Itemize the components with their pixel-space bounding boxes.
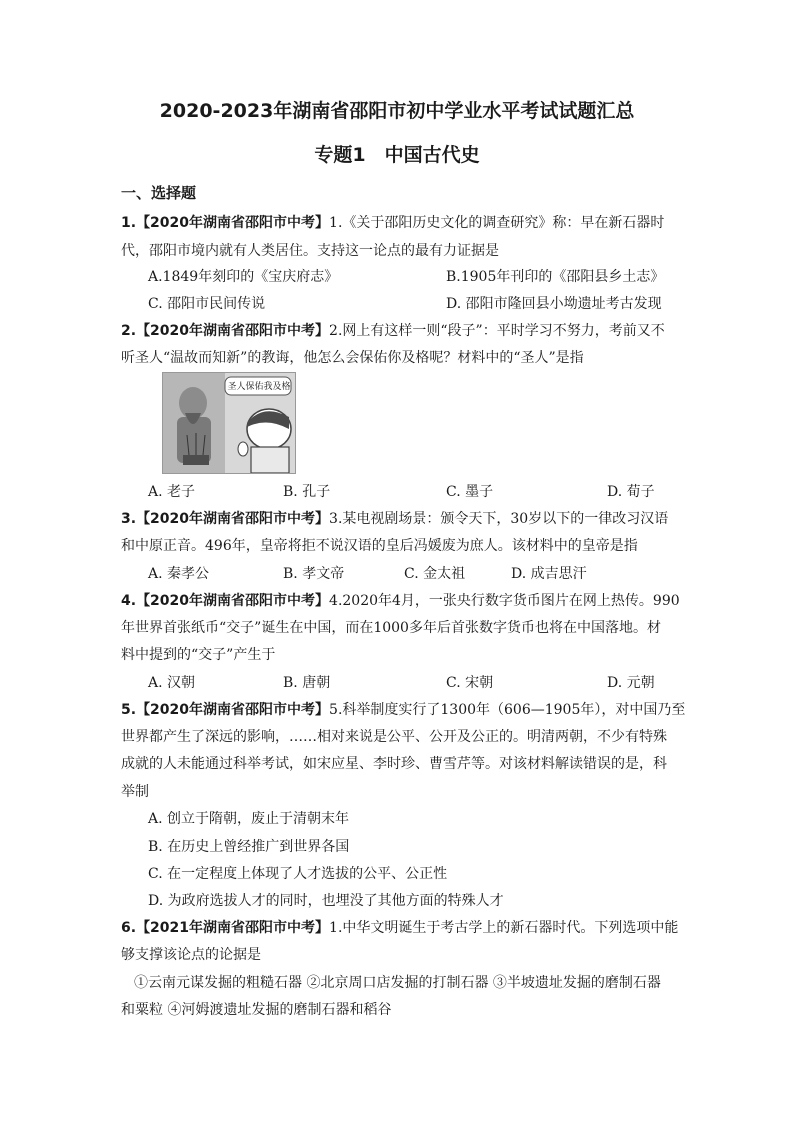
section-heading: 一、选择题 xyxy=(121,184,197,202)
question-3-line-2: 和中原正音。496年，皇帝将拒不说汉语的皇后冯媛废为庶人。该材料中的皇帝是指 xyxy=(121,538,638,554)
question-5-number: 5. xyxy=(121,702,137,718)
question-3-text: 3.某电视剧场景：颁令天下，30岁以下的一律改习汉语 xyxy=(329,511,669,527)
question-5-line-3: 成就的人未能通过科举考试，如宋应星、李时珍、曹雪芹等。对该材料解读错误的是，科 xyxy=(121,756,667,772)
question-4-line-2: 年世界首张纸币“交子”诞生在中国，而在1000多年后首张数字货币也将在中国落地。材 xyxy=(121,620,661,636)
question-4-option-c: C. 宋朝 xyxy=(446,675,494,691)
question-6-line-3: ①云南元谋发掘的粗糙石器 ②北京周口店发掘的打制石器 ③半坡遗址发掘的磨制石器 xyxy=(134,975,661,991)
cartoon-speech-bubble: 圣人保佑我及格 xyxy=(227,382,291,392)
question-6-line-2: 够支撑该论点的论据是 xyxy=(121,947,261,963)
question-4-option-d: D. 元朝 xyxy=(607,675,655,691)
confucius-cartoon-image xyxy=(162,372,296,474)
question-3-option-c: C. 金太祖 xyxy=(404,566,466,582)
question-2-source: 【2020年湖南省邵阳市中考】 xyxy=(136,323,330,339)
question-1-option-b: B.1905年刊印的《邵阳县乡土志》 xyxy=(446,269,665,285)
question-6-line-1 xyxy=(121,917,681,937)
question-1-option-a: A.1849年刻印的《宝庆府志》 xyxy=(148,269,339,285)
question-2-option-b: B. 孔子 xyxy=(283,484,331,500)
question-4-line-3: 料中提到的“交子”产生于 xyxy=(121,647,276,663)
question-4-option-b: B. 唐朝 xyxy=(283,675,331,691)
question-5-option-d: D. 为政府选拔人才的同时，也埋没了其他方面的特殊人才 xyxy=(148,893,504,909)
question-4-option-a: A. 汉朝 xyxy=(148,675,196,691)
document-title: 2020-2023年湖南省邵阳市初中学业水平考试试题汇总 xyxy=(159,100,635,122)
question-2-number: 2. xyxy=(121,323,137,339)
question-5-line-2: 世界都产生了深远的影响，……相对来说是公平、公开及公正的。明清两朝，不少有特殊 xyxy=(121,729,667,745)
question-5-source: 【2020年湖南省邵阳市中考】 xyxy=(136,702,330,718)
question-2-line-1 xyxy=(121,320,681,340)
question-3-line-1 xyxy=(121,508,681,528)
question-4-line-1 xyxy=(121,590,681,610)
question-2-option-d: D. 荀子 xyxy=(607,484,655,500)
question-3-number: 3. xyxy=(121,511,137,527)
question-4-number: 4. xyxy=(121,593,137,609)
question-1-option-c: C. 邵阳市民间传说 xyxy=(148,296,266,312)
question-1-text: 1.《关于邵阳历史文化的调查研究》称：早在新石器时 xyxy=(329,215,665,231)
question-5-option-c: C. 在一定程度上体现了人才选拔的公平、公正性 xyxy=(148,866,448,882)
document-subtitle: 专题1 中国古代史 xyxy=(314,144,480,166)
question-5-line-4: 举制 xyxy=(121,784,149,800)
question-6-number: 6. xyxy=(121,920,137,936)
question-2-option-c: C. 墨子 xyxy=(446,484,494,500)
question-1-line-2: 代，邵阳市境内就有人类居住。支持这一论点的最有力证据是 xyxy=(121,243,499,259)
question-5-line-1 xyxy=(121,699,686,719)
question-3-option-a: A. 秦孝公 xyxy=(148,566,210,582)
question-6-line-4: 和粟粒 ④河姆渡遗址发掘的磨制石器和稻谷 xyxy=(121,1002,392,1018)
question-2-line-2: 听圣人“温故而知新”的教诲，他怎么会保佑你及格呢？材料中的“圣人”是指 xyxy=(121,350,584,366)
question-1-number: 1. xyxy=(121,215,137,231)
question-3-source: 【2020年湖南省邵阳市中考】 xyxy=(136,511,330,527)
question-3-option-b: B. 孝文帝 xyxy=(283,566,345,582)
question-6-source: 【2021年湖南省邵阳市中考】 xyxy=(136,920,330,936)
question-2-text: 2.网上有这样一则“段子”：平时学习不努力，考前又不 xyxy=(329,323,665,339)
question-4-source: 【2020年湖南省邵阳市中考】 xyxy=(136,593,330,609)
question-2-option-a: A. 老子 xyxy=(148,484,196,500)
question-3-option-d: D. 成吉思汗 xyxy=(511,566,587,582)
question-4-text: 4.2020年4月，一张央行数字货币图片在网上热传。990 xyxy=(329,593,680,609)
question-6-text: 1.中华文明诞生于考古学上的新石器时代。下列选项中能 xyxy=(329,920,679,936)
question-5-text: 5.科举制度实行了1300年（606—1905年），对中国乃至 xyxy=(329,702,686,718)
question-1-source: 【2020年湖南省邵阳市中考】 xyxy=(136,215,330,231)
question-1-option-d: D. 邵阳市隆回县小坳遗址考古发现 xyxy=(446,296,662,312)
question-5-option-b: B. 在历史上曾经推广到世界各国 xyxy=(148,839,350,855)
question-1-line-1 xyxy=(121,212,681,232)
question-5-option-a: A. 创立于隋朝，废止于清朝末年 xyxy=(148,811,350,827)
